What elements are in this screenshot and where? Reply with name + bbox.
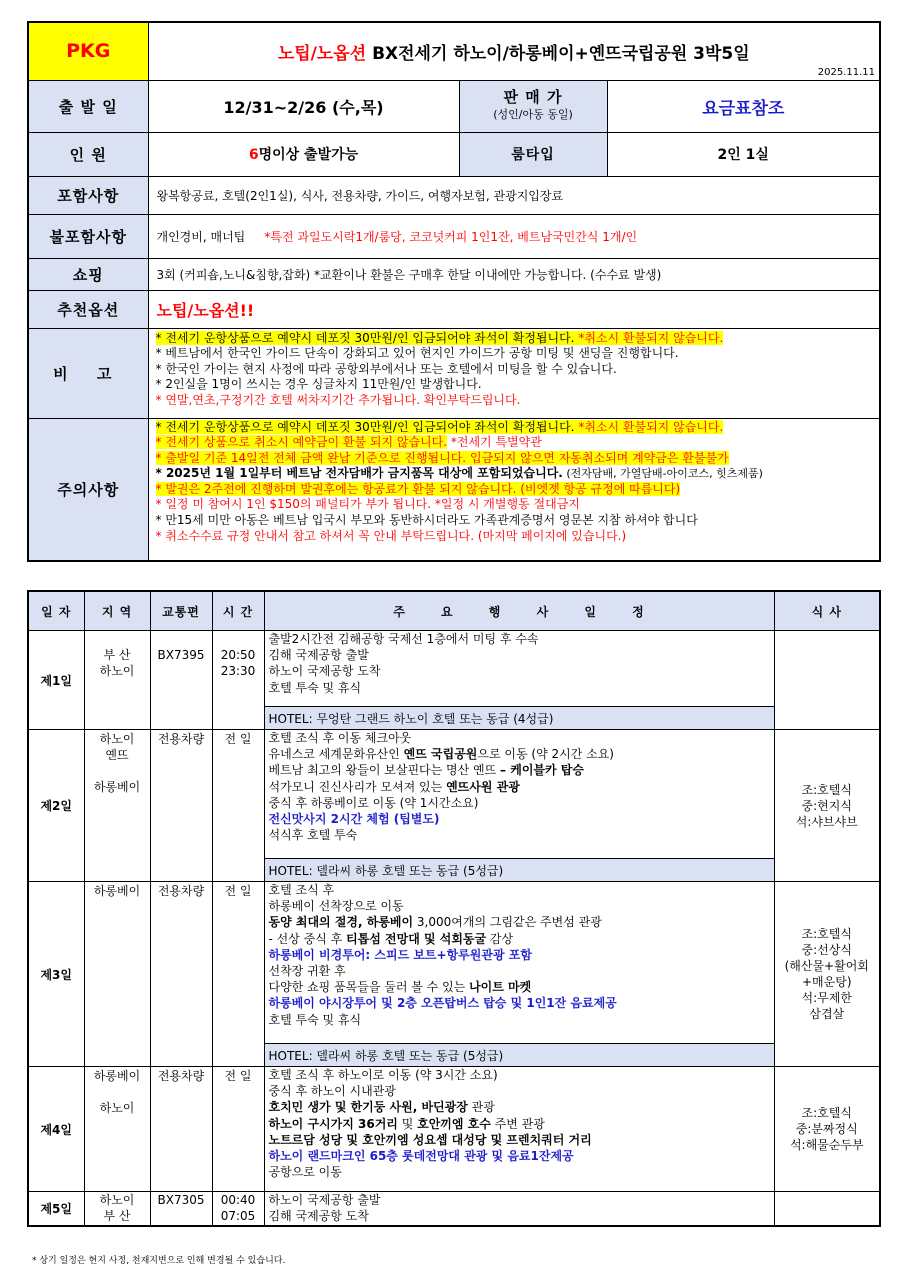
activity-line: 중식 후 하롱베이로 이동 (약 1시간소요) bbox=[268, 795, 479, 810]
time-value: 20:50 bbox=[220, 648, 256, 662]
caution-line bbox=[156, 482, 880, 498]
activity-line bbox=[269, 1099, 774, 1115]
caution-deposit: * 전세기 운항상품으로 예약시 데포짓 30만원/인 입금되어야 좌석이 확정됩니다. bbox=[155, 419, 575, 434]
shopping-value: 3회 (커피숍,노니&침향,잡화) *교환이나 환불은 구매후 한달 이내에만 가능합니다. (수수료 발생) bbox=[148, 258, 880, 290]
time-value: 07:05 bbox=[220, 1209, 256, 1223]
region-spacer bbox=[85, 763, 150, 779]
package-info-section bbox=[27, 21, 881, 562]
activity-text: 석가모니 진신사리가 모셔져 있는 bbox=[268, 779, 447, 794]
day-activities bbox=[264, 882, 774, 1044]
caution-line bbox=[156, 466, 880, 482]
caution-line: * 취소수수료 규정 안내서 참고 하셔서 꼭 안내 부탁드립니다. (마지막 페이지에 있습니다.) bbox=[155, 528, 627, 543]
activity-text: 으로 이동 (약 2시간 소요) bbox=[477, 747, 614, 762]
exclude-label: 불포함사항 bbox=[28, 214, 148, 258]
day-meals bbox=[774, 882, 880, 1067]
day-meals bbox=[774, 1067, 880, 1192]
departure-label: 출 발 일 bbox=[28, 80, 148, 132]
caution-payment: * 출발일 기준 14일전 전체 금액 완납 기준으로 진행됩니다. 입금되지 않으면 자동취소되며 계약금은 환불불가 bbox=[155, 450, 729, 465]
hotel-info: HOTEL: 델라씨 하롱 호텔 또는 동급 (5성급) bbox=[264, 859, 774, 882]
activity-highlight: 옌뜨사원 관광 bbox=[446, 779, 520, 794]
activity-highlight: 호치민 생가 및 한기둥 사원, 바딘광장 bbox=[268, 1100, 468, 1115]
day-transport: BX7395 bbox=[150, 631, 212, 730]
departure-value: 12/31~2/26 (수,목) bbox=[148, 80, 459, 132]
room-value: 2인 1실 bbox=[607, 132, 880, 176]
activity-text: 3,000여개의 그림같은 주변섬 관광 bbox=[413, 915, 602, 930]
caution-ticketing: * 발권은 2주전에 진행하며 발권후에는 항공료가 환불 되지 않습니다. (비엣젯 항공 규정에 따릅니다) bbox=[155, 481, 681, 496]
header-day: 일 자 bbox=[28, 591, 84, 631]
meal-item: 조:호텔식 bbox=[801, 927, 852, 941]
day-time bbox=[212, 631, 264, 730]
price-label-cell bbox=[459, 80, 607, 132]
caution-line bbox=[156, 451, 880, 467]
activity-highlight: 하노이 구시가지 36거리 bbox=[268, 1116, 398, 1131]
remark-line: * 베트남에서 한국인 가이드 단속이 강화되고 있어 현지인 가이드가 공항 미팅 및 샌딩을 진행합니다. bbox=[155, 346, 679, 361]
header-transport: 교통편 bbox=[150, 591, 212, 631]
remark-no-refund: *취소시 환불되지 않습니다. bbox=[574, 330, 724, 345]
day-region bbox=[84, 730, 150, 882]
activity-special: 하노이 랜드마크인 65층 롯데전망대 관광 및 음료1잔제공 bbox=[268, 1149, 574, 1164]
time-value: 00:40 bbox=[220, 1193, 256, 1207]
activity-line: 공항으로 이동 bbox=[268, 1165, 342, 1180]
day-activities bbox=[264, 730, 774, 859]
day-time: 전 일 bbox=[212, 882, 264, 1067]
activity-line bbox=[269, 762, 774, 778]
region-name: 부 산 bbox=[103, 1209, 131, 1223]
option-label: 추천옵션 bbox=[28, 290, 148, 328]
activity-highlight: – 케이블카 탑승 bbox=[500, 763, 584, 778]
header-region: 지 역 bbox=[84, 591, 150, 631]
day-meals bbox=[774, 1192, 880, 1226]
exclude-cell bbox=[148, 214, 880, 258]
activity-line: 호텔 조식 후 bbox=[268, 883, 335, 897]
meal-item: 삼겹살 bbox=[809, 1007, 845, 1021]
region-name: 하노이 bbox=[99, 664, 135, 678]
remarks-cell bbox=[148, 328, 880, 418]
activity-special: 하롱베이 야시장투어 및 2층 오픈탑버스 탑승 및 1인1잔 음료제공 bbox=[268, 996, 617, 1011]
day-transport: BX7305 bbox=[150, 1192, 212, 1226]
time-value: 23:30 bbox=[220, 664, 256, 678]
caution-line: * 일정 미 참여시 1인 $150의 패널티가 부가 됩니다. *일정 시 개별행동 절대금지 bbox=[155, 497, 580, 512]
day-meals bbox=[774, 631, 880, 730]
hotel-info: HOTEL: 무엉탄 그랜드 하노이 호텔 또는 동급 (4성급) bbox=[264, 707, 774, 730]
remark-line: * 연말,연초,구정기간 호텔 써차지기간 추가됩니다. 확인부탁드립니다. bbox=[155, 392, 521, 407]
caution-ecig: * 2025년 1월 1일부터 베트남 전자담배가 금지품목 대상에 포함되었습니다. bbox=[155, 466, 563, 481]
caution-line bbox=[156, 435, 880, 451]
activity-highlight: 호안끼엠 호수 bbox=[417, 1116, 491, 1131]
caution-line: * 만15세 미만 아동은 베트남 입국시 부모와 동반하시더라도 가족관계증명서 영문본 지참 하셔야 합니다 bbox=[155, 513, 698, 528]
hotel-info: HOTEL: 델라씨 하롱 호텔 또는 동급 (5성급) bbox=[264, 1044, 774, 1067]
day-activities bbox=[264, 631, 774, 707]
activity-highlight: 옌뜨 국립공원 bbox=[403, 747, 478, 762]
price-sublabel: (성인/아동 동일) bbox=[493, 108, 573, 121]
page-title bbox=[148, 22, 880, 80]
activity-line bbox=[269, 931, 774, 947]
meal-item: (해산물+활어회 bbox=[784, 959, 869, 973]
activity-text: 주변 관광 bbox=[490, 1116, 545, 1131]
activity-line: 중식 후 하노이 시내관광 bbox=[268, 1084, 396, 1099]
caution-charter: * 전세기 상품으로 취소시 예약금이 환불 되지 않습니다. bbox=[155, 435, 448, 450]
day-region bbox=[84, 1192, 150, 1226]
activity-line: 하노이 국제공항 출발 bbox=[268, 1193, 381, 1207]
day-region: 하롱베이 bbox=[84, 882, 150, 1067]
exclude-special: *특전 과일도시락1개/룸당, 코코넛커피 1인1잔, 베트남국민간식 1개/인 bbox=[264, 229, 638, 244]
remark-line bbox=[156, 331, 880, 347]
region-name: 하노이 bbox=[99, 1193, 135, 1207]
activity-text: 감상 bbox=[486, 931, 514, 946]
activity-highlight: 티톱섬 전망대 및 석회동굴 bbox=[346, 931, 487, 946]
activity-line: 호텔 조식 후 하노이로 이동 (약 3시간 소요) bbox=[268, 1068, 498, 1082]
title-main: BX전세기 하노이/하롱베이+옌뜨국립공원 3박5일 bbox=[366, 43, 750, 64]
meal-item: 석:샤브샤브 bbox=[795, 814, 858, 829]
caution-line bbox=[156, 420, 880, 436]
activity-line: 김해 국제공항 출발 bbox=[268, 648, 369, 663]
meal-item: 석:해물순두부 bbox=[789, 1138, 864, 1152]
day-meals bbox=[774, 730, 880, 882]
day-activities bbox=[264, 1192, 774, 1226]
region-spacer bbox=[85, 1084, 150, 1100]
day-transport: 전용차량 bbox=[150, 882, 212, 1067]
caution-cell bbox=[148, 418, 880, 561]
meal-item: 석:무제한 bbox=[801, 991, 852, 1005]
itinerary-table bbox=[27, 590, 881, 1227]
activity-line bbox=[269, 779, 774, 795]
activity-special: 하롱베이 비경투어: 스피드 보트+항루원관광 포함 bbox=[268, 947, 532, 962]
package-info-table bbox=[27, 21, 881, 562]
caution-no-refund: *취소시 환불되지 않습니다. bbox=[574, 419, 724, 434]
activity-highlight: 동양 최대의 절경, 하롱베이 bbox=[268, 915, 414, 930]
price-label: 판 매 가 bbox=[503, 88, 563, 106]
pkg-badge: PKG bbox=[28, 22, 148, 80]
people-value: 명이상 출발가능 bbox=[258, 147, 359, 163]
region-name: 하노이 bbox=[99, 732, 135, 746]
activity-line bbox=[269, 979, 774, 995]
meal-item: 조:호텔식 bbox=[801, 782, 852, 797]
caution-label: 주의사항 bbox=[28, 418, 148, 561]
day-time: 전 일 bbox=[212, 1067, 264, 1192]
activity-line: 석식후 호텔 투숙 bbox=[268, 828, 358, 843]
day-activities bbox=[264, 1067, 774, 1192]
caution-ecig-items: (전자담배, 가열담배-아이코스, 힛츠제품) bbox=[562, 467, 763, 481]
meal-item: 중:현지식 bbox=[801, 798, 852, 813]
activity-special: 전신맛사지 2시간 체험 (팁별도) bbox=[268, 812, 440, 827]
people-cell bbox=[148, 132, 459, 176]
activity-line: 호텔 투숙 및 휴식 bbox=[268, 680, 362, 695]
region-name: 옌뜨 bbox=[105, 748, 129, 762]
header-schedule: 주 요 행 사 일 정 bbox=[264, 591, 774, 631]
region-name: 하노이 bbox=[99, 1101, 135, 1115]
activity-text: 관광 bbox=[467, 1100, 495, 1115]
activity-line bbox=[269, 746, 774, 762]
itinerary-section bbox=[27, 590, 881, 1227]
footnote: * 상기 일정은 현지 사정, 천재지변으로 인해 변경될 수 있습니다. bbox=[32, 1256, 286, 1266]
activity-line: 출발2시간전 김해공항 국제선 1층에서 미팅 후 수속 bbox=[268, 632, 539, 646]
day-label: 제2일 bbox=[28, 730, 84, 882]
region-name: 하롱베이 bbox=[93, 1069, 141, 1083]
region-name: 하롱베이 bbox=[93, 780, 141, 794]
room-label: 룸타입 bbox=[459, 132, 607, 176]
title-highlight: 노팁/노옵션 bbox=[277, 43, 367, 64]
activity-text: 다양한 쇼핑 품목들을 둘러 볼 수 있는 bbox=[268, 980, 470, 995]
document-date: 2025.11.11 bbox=[817, 66, 876, 78]
day-region bbox=[84, 631, 150, 730]
header-time: 시 간 bbox=[212, 591, 264, 631]
day-label: 제5일 bbox=[28, 1192, 84, 1226]
people-number: 6 bbox=[248, 147, 259, 163]
activity-highlight: 노트르담 성당 및 호안끼엠 성요셉 대성당 및 프렌치쿼터 거리 bbox=[268, 1132, 592, 1147]
activity-line: 하노이 국제공항 도착 bbox=[268, 664, 381, 679]
activity-line: 호텔 투숙 및 휴식 bbox=[268, 1012, 362, 1027]
remark-deposit: * 전세기 운항상품으로 예약시 데포짓 30만원/인 입금되어야 좌석이 확정됩니다. bbox=[155, 330, 575, 345]
people-label: 인 원 bbox=[28, 132, 148, 176]
meal-item: 중:선상식 bbox=[801, 943, 852, 957]
day-label: 제1일 bbox=[28, 631, 84, 730]
meal-item: +매운탕) bbox=[801, 975, 852, 989]
day-transport: 전용차량 bbox=[150, 1067, 212, 1192]
activity-text: 및 bbox=[397, 1116, 418, 1131]
header-meals: 식 사 bbox=[774, 591, 880, 631]
activity-line: 선착장 귀환 후 bbox=[268, 964, 346, 979]
region-name: 부 산 bbox=[103, 648, 131, 662]
day-region bbox=[84, 1067, 150, 1192]
shopping-label: 쇼핑 bbox=[28, 258, 148, 290]
day-label: 제4일 bbox=[28, 1067, 84, 1192]
activity-text: - 선상 중식 후 bbox=[268, 931, 347, 946]
day-time bbox=[212, 1192, 264, 1226]
meal-item: 중:분짜정식 bbox=[795, 1122, 858, 1136]
exclude-value: 개인경비, 매너팁 bbox=[156, 229, 246, 244]
remarks-label: 비 고 bbox=[28, 328, 148, 418]
activity-text: 유네스코 세계문화유산인 bbox=[268, 747, 404, 762]
activity-highlight: 나이트 마켓 bbox=[469, 980, 532, 995]
price-value: 요금표참조 bbox=[607, 80, 880, 132]
activity-line: 하롱베이 선착장으로 이동 bbox=[268, 899, 404, 914]
remark-line: * 2인실을 1명이 쓰시는 경우 싱글차지 11만원/인 발생합니다. bbox=[155, 377, 482, 392]
meal-item: 조:호텔식 bbox=[801, 1106, 852, 1120]
caution-charter-terms: *전세기 특별약관 bbox=[447, 435, 542, 450]
activity-text: 베트남 최고의 왕들이 보살핀다는 명산 옌뜨 bbox=[268, 763, 501, 778]
day-transport: 전용차량 bbox=[150, 730, 212, 882]
day-time: 전 일 bbox=[212, 730, 264, 882]
day-label: 제3일 bbox=[28, 882, 84, 1067]
remark-line: * 한국인 가이는 현지 사정에 따라 공항외부에서나 또는 호텔에서 미팅을 할 수 있습니다. bbox=[155, 361, 617, 376]
activity-line bbox=[269, 1116, 774, 1132]
include-label: 포함사항 bbox=[28, 176, 148, 214]
activity-line bbox=[269, 914, 774, 930]
option-value: 노팁/노옵션!! bbox=[148, 290, 880, 328]
activity-line: 호텔 조식 후 이동 체크아웃 bbox=[268, 731, 412, 745]
activity-line: 김해 국제공항 도착 bbox=[268, 1209, 369, 1224]
include-value: 왕복항공료, 호텔(2인1실), 식사, 전용차량, 가이드, 여행자보험, 관광지입장료 bbox=[148, 176, 880, 214]
